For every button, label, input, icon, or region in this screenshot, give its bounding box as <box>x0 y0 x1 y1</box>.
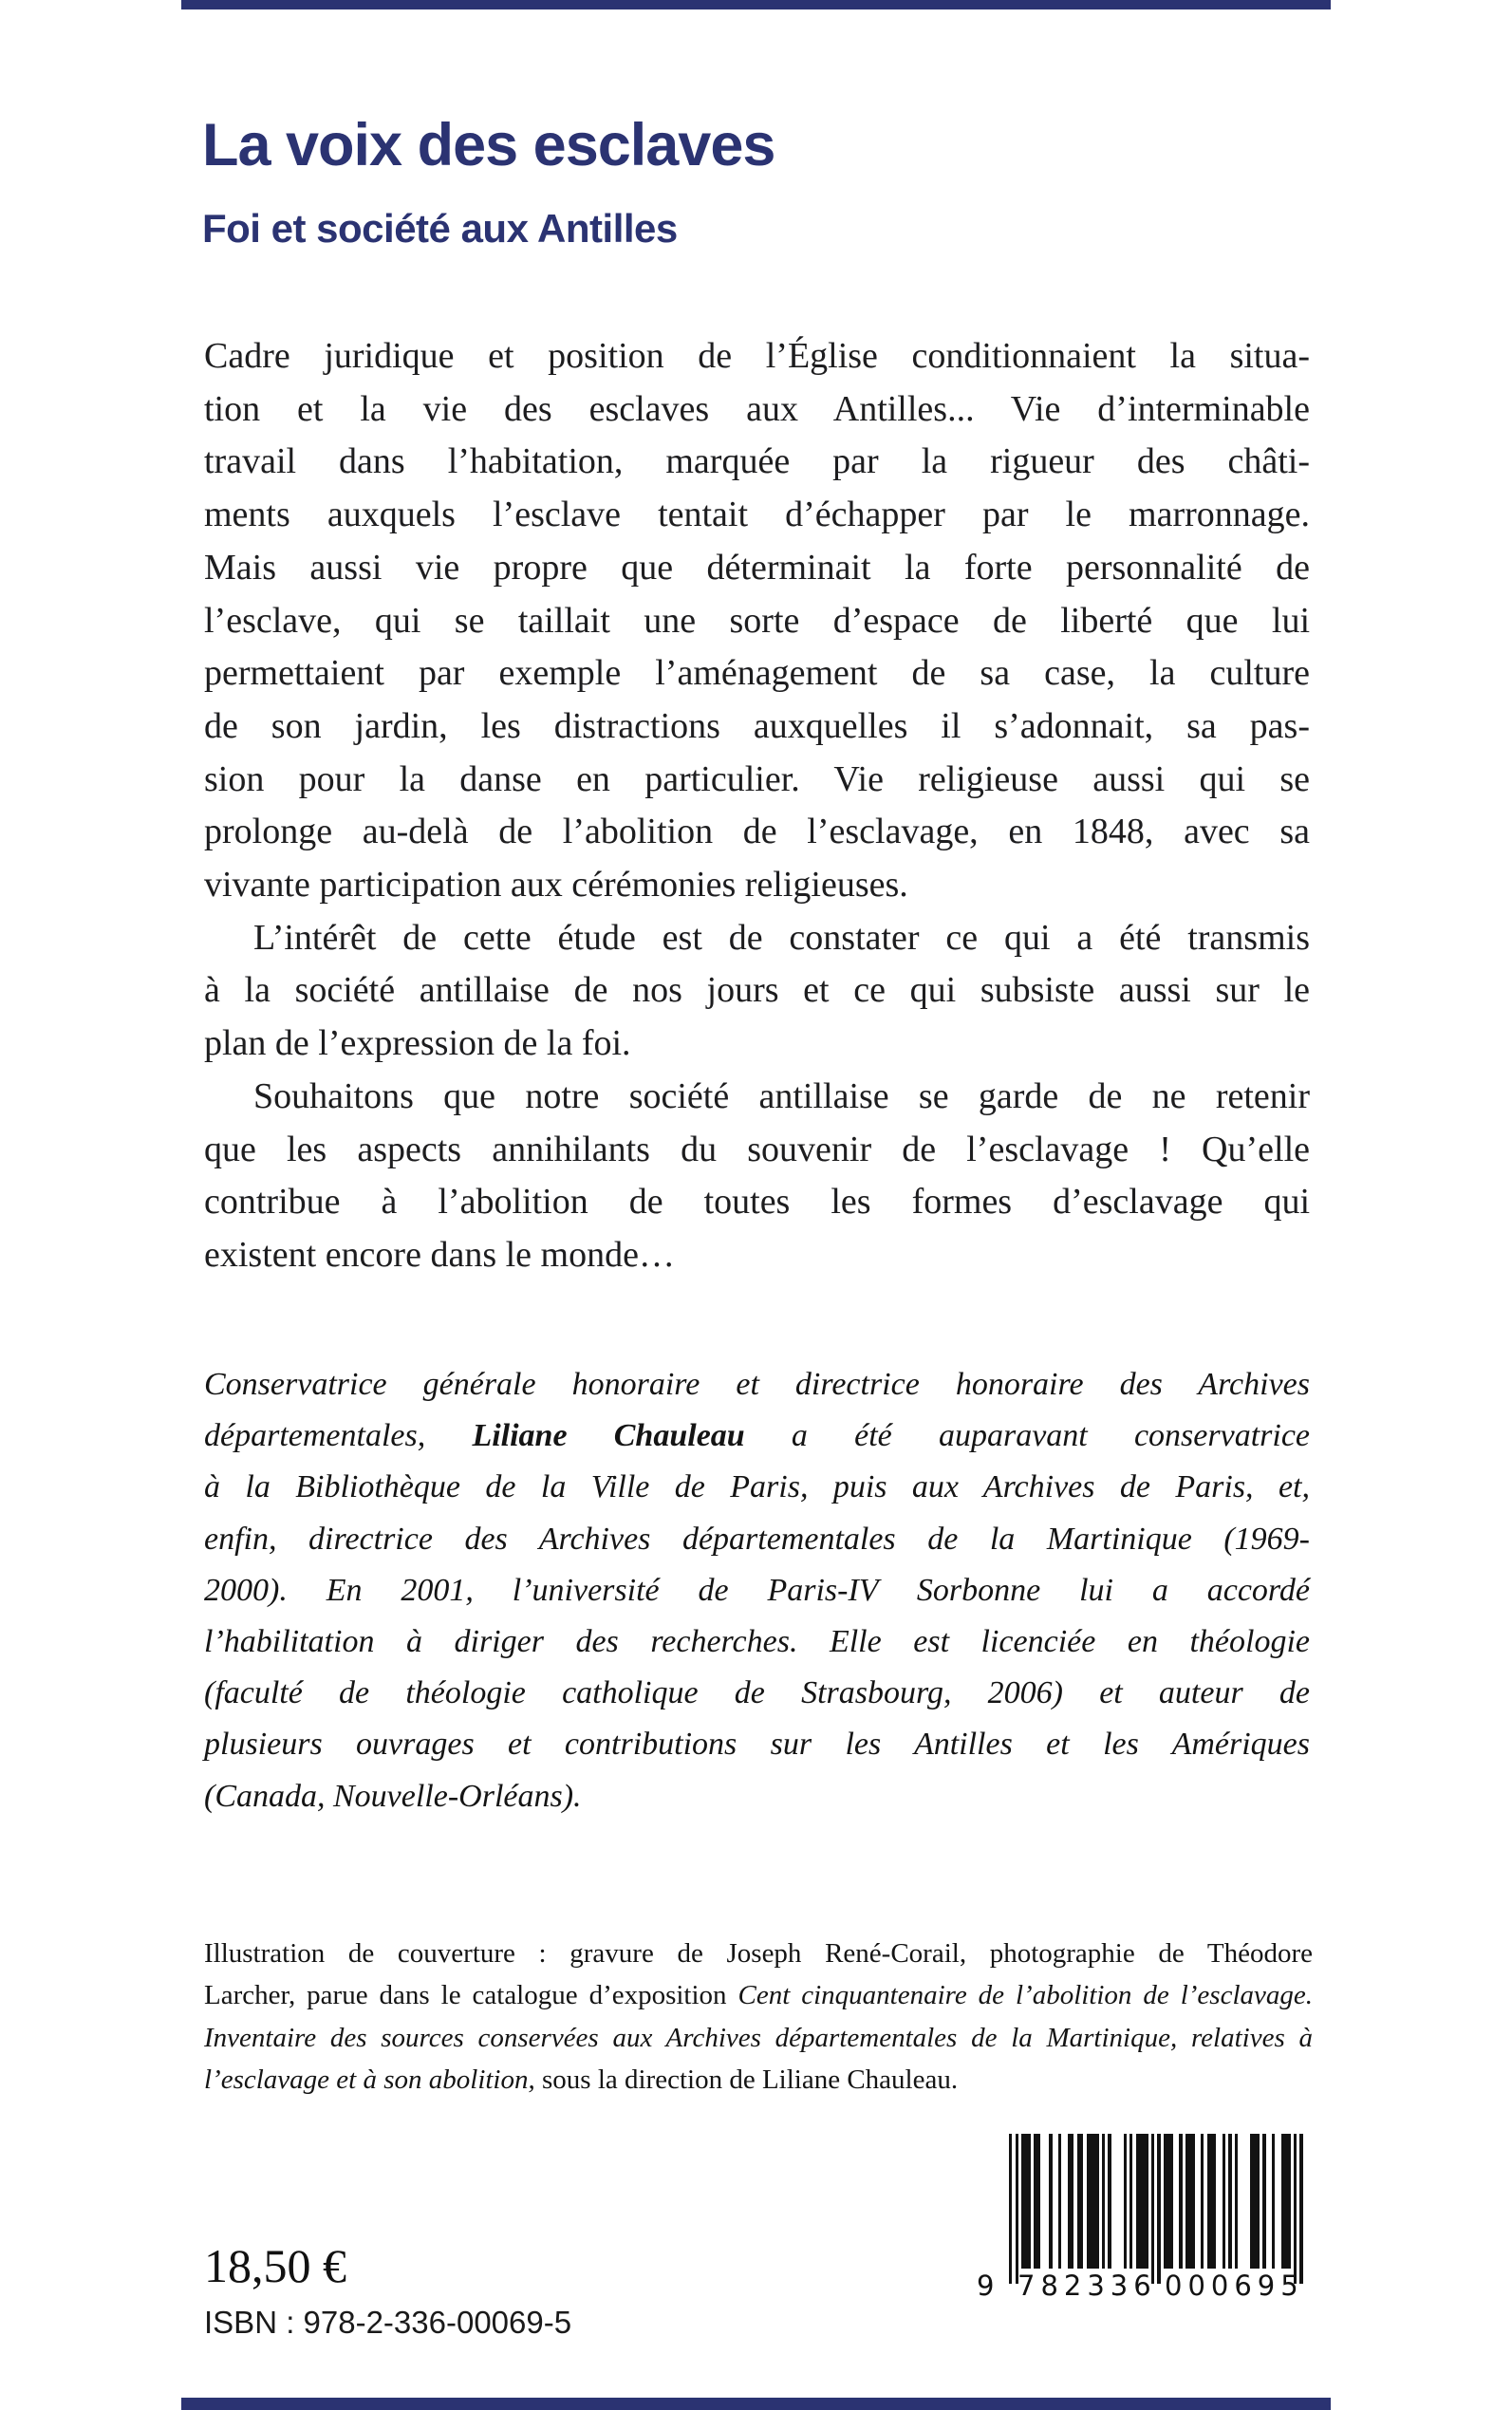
barcode-bar <box>1201 2134 1204 2269</box>
text-line: l’esclavage et à son abolition, sous la direction de Liliane Chauleau. <box>204 2064 959 2095</box>
barcode-bar <box>1087 2134 1099 2269</box>
text-line: ments auxquels l’esclave tentait d’échapper par le marronnage. <box>204 495 1310 535</box>
text-line: travail dans l’habitation, marquée par la rigueur des châti- <box>204 441 1310 482</box>
barcode-bar <box>1228 2134 1231 2269</box>
barcode-bar <box>1262 2134 1265 2269</box>
barcode-digit-first: 9 <box>977 2270 995 2302</box>
book-subtitle: Foi et société aux Antilles <box>202 206 678 251</box>
barcode-bar <box>1021 2134 1031 2269</box>
text-line: Inventaire des sources conservées aux Archives départementales de la Martinique, relatives à <box>204 2022 1313 2053</box>
barcode-bar <box>1049 2134 1052 2269</box>
barcode-bar <box>1223 2134 1225 2269</box>
text-line: Larcher, parue dans le catalogue d’exposition Cent cinquantenaire de l’abolition de l’esclavage. <box>204 1980 1313 2011</box>
barcode-bar <box>1207 2134 1217 2269</box>
text-line: plan de l’expression de la foi. <box>204 1023 631 1064</box>
text-line: Cadre juridique et position de l’Église conditionnaient la situa- <box>204 336 1310 376</box>
barcode-bar <box>1102 2134 1105 2269</box>
text-line: (faculté de théologie catholique de Strasbourg, 2006) et auteur de <box>204 1675 1310 1711</box>
barcode-bar <box>1108 2134 1111 2269</box>
barcode-bar <box>1009 2134 1012 2284</box>
text-line: (Canada, Nouvelle-Orléans). <box>204 1778 582 1814</box>
text-line: L’intérêt de cette étude est de constater ce qui a été transmis <box>253 917 1310 958</box>
text-line: que les aspects annihilants du souvenir de l’esclavage ! Qu’elle <box>204 1129 1310 1169</box>
barcode <box>977 2134 1304 2302</box>
barcode-bar <box>1272 2134 1275 2269</box>
barcode-bar <box>1058 2134 1061 2269</box>
text-line: départementales, Liliane Chauleau a été auparavant conservatrice <box>204 1418 1310 1454</box>
price-label: 18,50 € <box>204 2239 346 2292</box>
text-line: existent encore dans le monde… <box>204 1234 675 1275</box>
barcode-bar <box>1157 2134 1160 2284</box>
barcode-bar <box>1185 2134 1195 2269</box>
barcode-digits-right: 000695 <box>1165 2270 1304 2302</box>
barcode-bar <box>1294 2134 1297 2284</box>
text-line: enfin, directrice des Archives départementales de la Martinique (1969- <box>204 1521 1310 1557</box>
text-line: sion pour la danse en particulier. Vie religieuse aussi qui se <box>204 758 1310 799</box>
barcode-bar <box>1077 2134 1084 2269</box>
isbn-label: ISBN : 978-2-336-00069-5 <box>204 2305 572 2340</box>
text-line: l’esclave, qui se taillait une sorte d’espace de liberté que lui <box>204 600 1310 641</box>
text-line: de son jardin, les distractions auxquelles il s’adonnait, sa pas- <box>204 705 1310 746</box>
text-line: 2000). En 2001, l’université de Paris-IV Sorbonne lui a accordé <box>204 1572 1310 1608</box>
barcode-bar <box>1129 2134 1132 2269</box>
text-line: Mais aussi vie propre que déterminait la forte personnalité de <box>204 547 1310 588</box>
text-line: permettaient par exemple l’aménagement de sa case, la culture <box>204 653 1310 694</box>
barcode-bar <box>1281 2134 1291 2269</box>
barcode-bar <box>1034 2134 1040 2269</box>
barcode-digits-left: 782336 <box>1017 2270 1157 2302</box>
barcode-bar <box>1235 2134 1238 2269</box>
text-line: Illustration de couverture : gravure de Joseph René-Corail, photographie de Théodore <box>204 1938 1313 1969</box>
barcode-bar <box>1016 2134 1018 2284</box>
text-line: vivante participation aux cérémonies religieuses. <box>204 865 908 906</box>
text-line: Conservatrice générale honoraire et directrice honoraire des Archives <box>204 1367 1310 1402</box>
barcode-bar <box>1179 2134 1182 2269</box>
text-line: l’habilitation à diriger des recherches. Elle est licenciée en théologie <box>204 1624 1310 1660</box>
barcode-bar <box>1151 2134 1154 2284</box>
bottom-accent-bar <box>181 2398 1331 2410</box>
text-line: à la Bibliothèque de la Ville de Paris, puis aux Archives de Paris, et, <box>204 1469 1310 1505</box>
barcode-bar <box>1136 2134 1148 2269</box>
barcode-bar <box>1250 2134 1260 2269</box>
barcode-bar <box>1299 2134 1302 2284</box>
text-line: tion et la vie des esclaves aux Antilles... Vie d’interminable <box>204 388 1310 429</box>
barcode-bar <box>1124 2134 1127 2269</box>
text-line: contribue à l’abolition de toutes les formes d’esclavage qui <box>204 1182 1310 1223</box>
text-line: prolonge au-delà de l’abolition de l’esclavage, en 1848, avec sa <box>204 812 1310 852</box>
book-title: La voix des esclaves <box>202 112 775 178</box>
top-accent-bar <box>181 0 1331 9</box>
author-bio <box>204 1359 1310 1822</box>
cover-credits <box>204 1933 1313 2101</box>
barcode-bar <box>1164 2134 1173 2269</box>
text-line: plusieurs ouvrages et contributions sur les Antilles et les Amériques <box>204 1727 1310 1763</box>
text-line: à la société antillaise de nos jours et ce qui subsiste aussi sur le <box>204 970 1310 1011</box>
synopsis-text <box>204 330 1310 1282</box>
barcode-bar <box>1068 2134 1074 2269</box>
text-line: Souhaitons que notre société antillaise se garde de ne retenir <box>253 1075 1310 1116</box>
